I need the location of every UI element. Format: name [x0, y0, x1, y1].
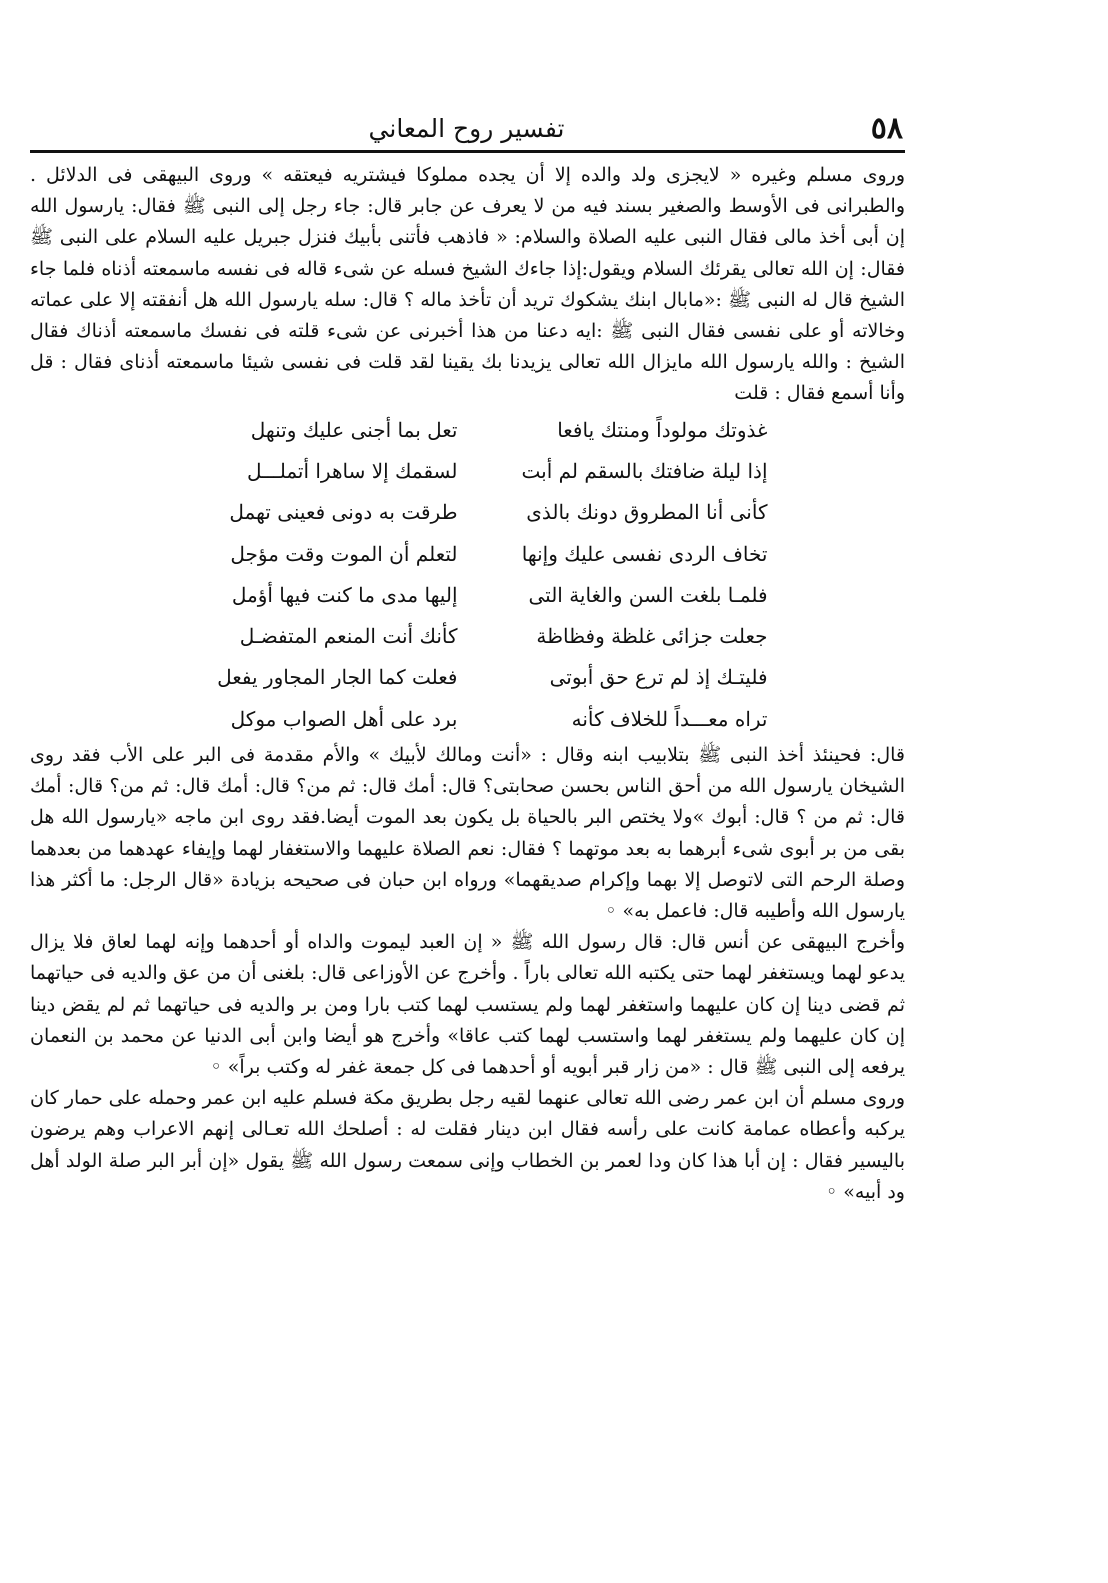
poem-verse-7-first-hemistich: فليتـك إذ لم ترع حق أبوتى: [549, 665, 768, 690]
poem-verse-5-first-hemistich: فلمـا بلغت السن والغاية التى: [528, 582, 768, 607]
paragraph-2: قال: فحينئذ أخذ النبى ﷺ بتلابيب ابنه وقال : «أنت ومالك لأبيك » والأم مقدمة فى البر على الأب فقد روى الشيخان يارسول الله من أحق الناس بحسن صحابتى؟ قال: أمك قال: ثم من؟ قال: أمك قال: ثم من؟ قال: أمك قال: ثم من ؟ قال: أبوك »ولا يختص البر بالحياة بل يكون بعد الموت أيضا.فقد روى ابن ماجه «يارسول الله هل بقى من بر أبوى شىء أبرهما به بعد موتهما ؟ فقال: نعم الصلاة عليهما والاستغفار لهما وإيفاء عهدهما من بعدهما وصلة الرحم التى لاتوصل إلا بهما وإكرام صديقهما» ورواه ابن حبان فى صحيحه بزيادة «قال الرجل: ما أكثر هذا يارسول الله وأطيبه قال: فاعمل به» ◦: [30, 744, 905, 923]
paragraph-intro: وروى مسلم وغيره « لايجزى ولد والده إلا أن يجده مملوكا فيشتريه فيعتقه » وروى البيهقى فى الدلائل . والطبرانى فى الأوسط والصغير بسند فيه من لا يعرف عن جابر قال: جاء رجل إلى النبى ﷺ فقال: يارسول الله إن أبى أخذ مالى فقال النبى عليه الصلاة والسلام: « فاذهب فأتنى بأبيك فنزل جبريل عليه السلام على النبى ﷺ فقال: إن الله تعالى يقرئك السلام ويقول:إذا جاءك الشيخ فسله عن شىء قاله فى نفسه ماسمعته أذناه فلما جاء الشيخ قال له النبى ﷺ :«مابال ابنك يشكوك تريد أن تأخذ ماله ؟ قال: سله يارسول الله هل أنفقته إلا على عماته وخالاته أو على نفسى فقال النبى ﷺ :ايه دعنا من هذا أخبرنى عن شىء قلته فى نفسك ماسمعته أذناك فقال الشيخ : والله يارسول الله مايزال الله تعالى يزيدنا بك يقينا لقد قلت فى نفسى شيئا ماسمعته أذناى فقال : قل وأنا أسمع فقال : قلت: [30, 164, 906, 405]
poem-verse-7-second-hemistich: فعلت كما الجار المجاور يفعل: [217, 665, 458, 690]
poem-verse-4-second-hemistich: لتعلم أن الموت وقت مؤجل: [230, 541, 458, 566]
header-rule: [30, 150, 905, 153]
paragraph-4: وروى مسلم أن ابن عمر رضى الله تعالى عنهما لقيه رجل بطريق مكة فسلم عليه ابن عمر وحمله على حمار كان يركبه وأعطاه عمامة كانت على رأسه فقال ابن دينار فقلت له : أصلحك الله تعـالى إنهم الاعراب وهم يرضون باليسير فقال : إن أبا هذا كان ودا لعمر بن الخطاب وإنى سمعت رسول الله ﷺ يقول «إن أبر البر صلة الولد أهل ود أبيه» ◦: [30, 1087, 905, 1203]
poem-verse-8-second-hemistich: برد على أهل الصواب موكل: [230, 706, 458, 731]
poem-verse-1-second-hemistich: تعل بما أجنى عليك وتنهل: [250, 417, 458, 442]
running-title: تفسير روح المعاني: [368, 113, 565, 143]
poem-verse-3-second-hemistich: طرقت به دونى فعينى تهمل: [229, 500, 458, 525]
poem-verse-6-first-hemistich: جعلت جزائى غلظة وفظاظة: [536, 624, 768, 649]
poem-verse-8-first-hemistich: تراه معـــداً للخلاف كأنه: [571, 706, 768, 731]
page-number: ٥٨: [870, 110, 903, 146]
poem-verse-6-second-hemistich: كأنك أنت المنعم المتفضـل: [239, 624, 458, 649]
body-text: [30, 160, 905, 1208]
poem-verse-2-second-hemistich: لسقمك إلا ساهرا أتملـــل: [246, 458, 458, 483]
poem-verse-2-first-hemistich: إذا ليلة ضافتك بالسقم لم أبت: [521, 458, 768, 483]
poem: [30, 410, 905, 740]
poem-verse-3-first-hemistich: كأنى أنا المطروق دونك بالذى: [526, 500, 768, 525]
poem-verse-5-second-hemistich: إليها مدى ما كنت فيها أؤمل: [231, 582, 458, 607]
poem-verse-1-first-hemistich: غذوتك مولوداً ومنتك يافعا: [557, 417, 768, 442]
poem-verse-4-first-hemistich: تخاف الردى نفسى عليك وإنها: [521, 541, 768, 566]
paragraph-3: وأخرج البيهقى عن أنس قال: قال رسول الله ﷺ « إن العبد ليموت والداه أو أحدهما وإنه لهما لعاق فلا يزال يدعو لهما ويستغفر لهما حتى يكتبه الله تعالى باراً . وأخرج عن الأوزاعى قال: بلغنى أن من عق والديه فى حياتهما ثم قضى دينا إن كان عليهما واستغفر لهما ولم يستسب لهما كتب بارا ومن بر والديه فى حياتهما ثم لم يقض دينا إن كان عليهما ولم يستغفر لهما واستسب لهما كتب عاقا» وأخرج هو أيضا وابن أبى الدنيا عن محمد بن النعمان يرفعه إلى النبى ﷺ قال : «من زار قبر أبويه أو أحدهما فى كل جمعة غفر له وكتب براً» ◦: [30, 931, 905, 1079]
